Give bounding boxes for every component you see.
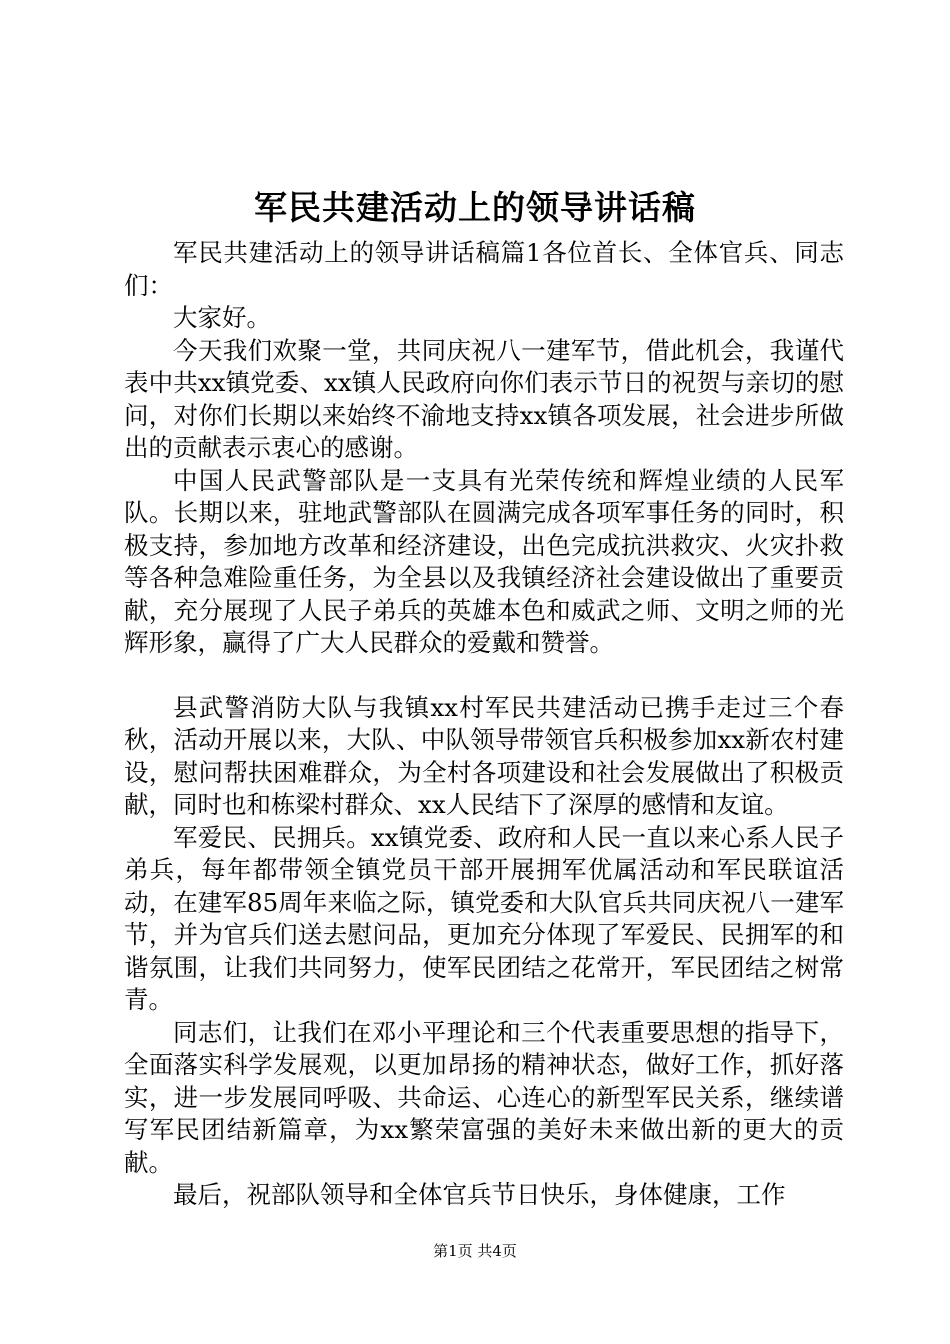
paragraph-armed-police: 中国人民武警部队是一支具有光荣传统和辉煌业绩的人民军队。长期以来，驻地武警部队在圆满完成各项军事任务的同时，积极支持，参加地方改革和经济建设，出色完成抗洪救灾、火灾扑救等各种急难险重任务，为全县以及我镇经济社会建设做出了重要贡献，充分展现了人民子弟兵的英雄本色和威武之师、文明之师的光辉形象，赢得了广大人民群众的爱戴和赞誉。 <box>124 465 844 657</box>
paragraph-comrades: 同志们，让我们在邓小平理论和三个代表重要思想的指导下，全面落实科学发展观，以更加昂扬的精神状态，做好工作，抓好落实，进一步发展同呼吸、共命运、心连心的新型军民关系，继续谱写军民团结新篇章，为xx繁荣富强的美好未来做出新的更大的贡献。 <box>124 1017 844 1177</box>
paragraph-closing: 最后，祝部队领导和全体官兵节日快乐，身体健康，工作 <box>173 1180 786 1209</box>
document-body <box>124 237 844 1212</box>
paragraph-celebration: 今天我们欢聚一堂，共同庆祝八一建军节，借此机会，我谨代表中共xx镇党委、xx镇人民政府向你们表示节日的祝贺与亲切的慰问，对你们长期以来始终不渝地支持xx镇各项发展，社会进步所做出的贡献表示衷心的感谢。 <box>124 335 844 462</box>
paragraph-opening: 军民共建活动上的领导讲话稿篇1各位首长、全体官兵、同志们： <box>124 238 844 300</box>
paragraph-greeting: 大家好。 <box>173 303 271 332</box>
paragraph-fire-brigade: 县武警消防大队与我镇xx村军民共建活动已携手走过三个春秋，活动开展以来，大队、中队领导带领官兵积极参加xx新农村建设，慰问帮扶困难群众，为全村各项建设和社会发展做出了积极贡献，同时也和栋梁村群众、xx人民结下了深厚的感情和友谊。 <box>124 692 844 819</box>
paragraph-army-people: 军爱民、民拥兵。xx镇党委、政府和人民一直以来心系人民子弟兵，每年都带领全镇党员干部开展拥军优属活动和军民联谊活动，在建军85周年来临之际，镇党委和大队官兵共同庆祝八一建军节，并为官兵们送去慰问品，更加充分体现了军爱民、民拥军的和谐氛围，让我们共同努力，使军民团结之花常开，军民团结之树常青。 <box>124 822 844 1014</box>
page-footer: 第1页 共4页 <box>433 1242 517 1260</box>
document-title: 军民共建活动上的领导讲话稿 <box>254 188 696 227</box>
